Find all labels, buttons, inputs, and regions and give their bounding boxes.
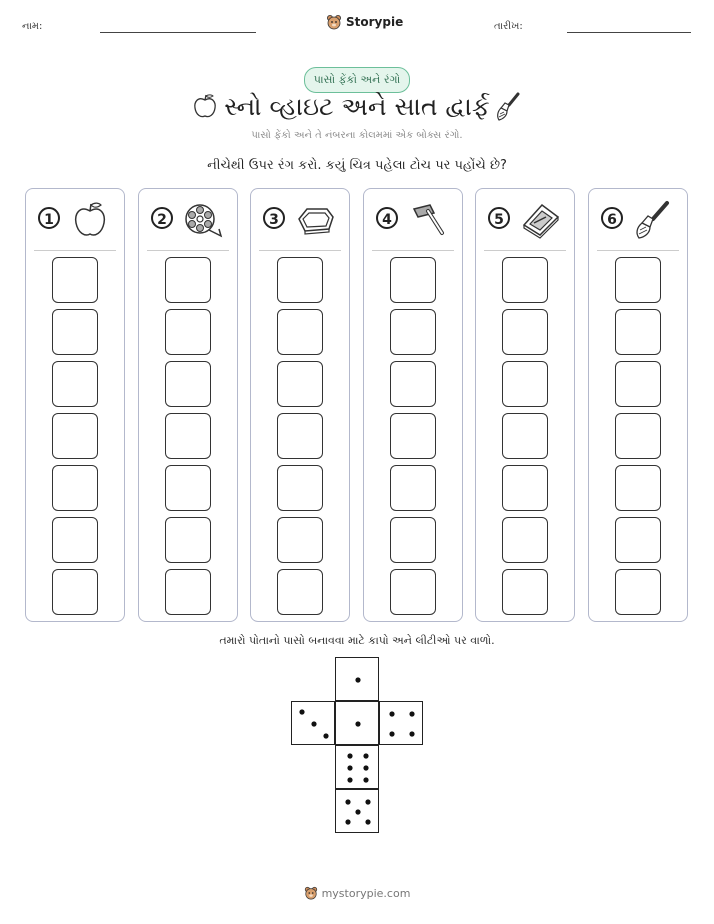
brush-icon <box>496 92 522 122</box>
color-box[interactable] <box>52 309 98 355</box>
color-box[interactable] <box>277 361 323 407</box>
instruction: નીચેથી ઉપર રંગ કરો. કયું ચિત્ર પહેલા ટોચ પર પહોંચે છે? <box>207 158 507 173</box>
page-title: સ્નો વ્હાઇટ અને સાત દ્વાર્ફ <box>224 92 490 121</box>
column-divider <box>484 250 566 251</box>
column-divider <box>34 250 116 251</box>
die-face-3 <box>291 701 335 745</box>
die-pip <box>347 753 352 758</box>
die-pip <box>389 731 394 736</box>
die-pip <box>355 677 360 682</box>
color-box[interactable] <box>52 257 98 303</box>
color-box[interactable] <box>277 413 323 459</box>
column-number: 1 <box>38 207 60 229</box>
column-5 <box>475 188 575 622</box>
die-face-5 <box>335 789 379 833</box>
column-6 <box>588 188 688 622</box>
color-box[interactable] <box>165 309 211 355</box>
color-box[interactable] <box>52 517 98 563</box>
die-pip <box>323 733 328 738</box>
die-pip <box>311 721 316 726</box>
brand-name: Storypie <box>346 15 404 29</box>
column-number: 5 <box>488 207 510 229</box>
die-pip <box>345 799 350 804</box>
color-box[interactable] <box>615 517 661 563</box>
die-pip <box>347 777 352 782</box>
color-box[interactable] <box>502 465 548 511</box>
subtitle: પાસો ફેંકો અને તે નંબરના કોલમમાં એક બોક્સ રંગો. <box>251 130 463 141</box>
die-pip <box>389 711 394 716</box>
footer <box>0 886 714 900</box>
color-box[interactable] <box>615 361 661 407</box>
die-face-1 <box>335 657 379 701</box>
color-box[interactable] <box>390 361 436 407</box>
column-3 <box>250 188 350 622</box>
die-pip <box>347 765 352 770</box>
color-box[interactable] <box>502 413 548 459</box>
cut-instruction: તમારો પોતાનો પાસો બનાવવા માટે કાપો અને લીટીઓ પર વાળો. <box>219 634 495 647</box>
die-pip <box>409 731 414 736</box>
color-box[interactable] <box>502 257 548 303</box>
color-box[interactable] <box>165 361 211 407</box>
color-box[interactable] <box>390 465 436 511</box>
die-face-6 <box>335 745 379 789</box>
die-face-4 <box>379 701 423 745</box>
color-box[interactable] <box>390 569 436 615</box>
die-pip <box>365 819 370 824</box>
color-box[interactable] <box>165 413 211 459</box>
color-box[interactable] <box>390 257 436 303</box>
brand-logo <box>326 14 403 30</box>
column-2 <box>138 188 238 622</box>
activity-badge: પાસો ફેંકો અને રંગો <box>304 67 410 93</box>
color-box[interactable] <box>277 569 323 615</box>
color-box[interactable] <box>165 465 211 511</box>
die-pip <box>355 809 360 814</box>
column-divider <box>372 250 454 251</box>
color-box[interactable] <box>615 413 661 459</box>
color-box[interactable] <box>165 257 211 303</box>
color-box[interactable] <box>52 413 98 459</box>
color-box[interactable] <box>502 309 548 355</box>
die-pip <box>355 721 360 726</box>
color-box[interactable] <box>165 569 211 615</box>
date-line <box>567 32 691 33</box>
color-box[interactable] <box>615 309 661 355</box>
die-pip <box>409 711 414 716</box>
column-divider <box>147 250 229 251</box>
footer-url[interactable]: mystorypie.com <box>321 886 411 900</box>
film-reel-icon <box>183 199 223 239</box>
mousetrap-icon <box>520 199 560 239</box>
apple-icon <box>70 199 110 239</box>
color-box[interactable] <box>615 569 661 615</box>
bear-icon <box>304 886 318 900</box>
column-1 <box>25 188 125 622</box>
color-box[interactable] <box>52 569 98 615</box>
column-divider <box>597 250 679 251</box>
color-box[interactable] <box>390 309 436 355</box>
die-pip <box>363 765 368 770</box>
color-box[interactable] <box>502 361 548 407</box>
brush-icon <box>633 199 673 239</box>
color-box[interactable] <box>502 569 548 615</box>
date-label: તારીખ: <box>494 21 523 32</box>
die-face-1 <box>335 701 379 745</box>
color-box[interactable] <box>615 465 661 511</box>
die-pip <box>363 753 368 758</box>
color-box[interactable] <box>615 257 661 303</box>
name-label: નામ: <box>22 21 43 32</box>
die-pip <box>299 709 304 714</box>
coffin-icon <box>295 199 335 239</box>
color-box[interactable] <box>165 517 211 563</box>
color-box[interactable] <box>277 309 323 355</box>
bear-icon <box>326 14 342 30</box>
color-box[interactable] <box>390 413 436 459</box>
color-box[interactable] <box>390 517 436 563</box>
hammer-icon <box>408 199 448 239</box>
color-box[interactable] <box>277 257 323 303</box>
column-divider <box>259 250 341 251</box>
color-box[interactable] <box>52 361 98 407</box>
color-box[interactable] <box>277 465 323 511</box>
color-box[interactable] <box>52 465 98 511</box>
column-number: 3 <box>263 207 285 229</box>
column-number: 2 <box>151 207 173 229</box>
die-pip <box>345 819 350 824</box>
die-pip <box>363 777 368 782</box>
color-box[interactable] <box>502 517 548 563</box>
column-4 <box>363 188 463 622</box>
die-pip <box>365 799 370 804</box>
column-number: 4 <box>376 207 398 229</box>
name-line <box>100 32 256 33</box>
column-number: 6 <box>601 207 623 229</box>
color-box[interactable] <box>277 517 323 563</box>
